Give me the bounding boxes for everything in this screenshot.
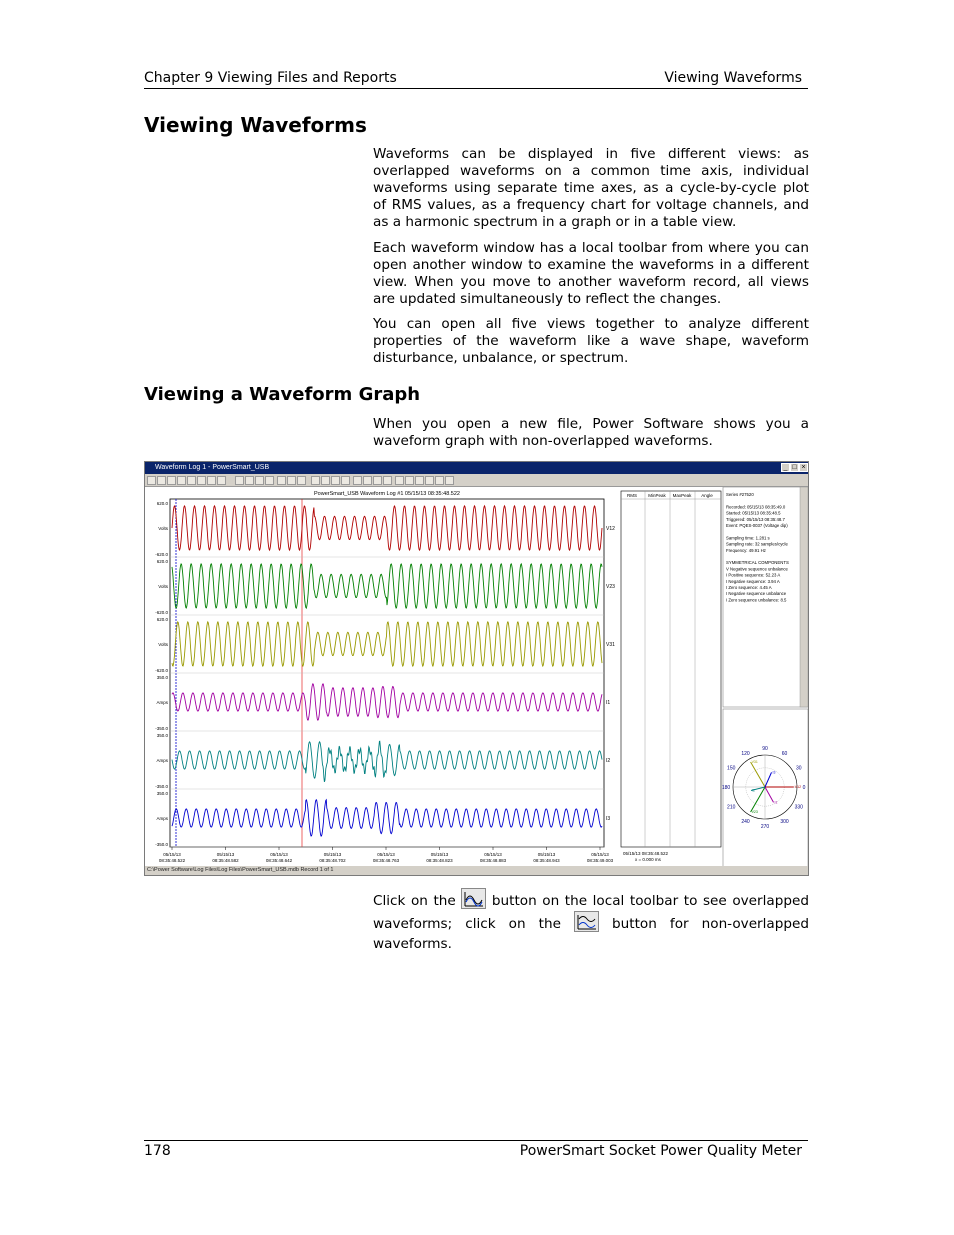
axis-bottom-label: -620.0 — [155, 668, 168, 673]
table-header: Angle — [701, 493, 713, 498]
phasor-angle-label: 330 — [794, 804, 803, 811]
paragraph-overlap-buttons — [373, 888, 809, 954]
toolbar-button[interactable] — [197, 476, 206, 485]
axis-top-label: 350.0 — [156, 791, 168, 796]
info-scrollbar — [800, 487, 808, 707]
axis-unit-label: Volts — [158, 642, 168, 647]
product-name: PowerSmart Socket Power Quality Meter — [519, 1143, 802, 1159]
text-click-on: Click on the — [373, 893, 456, 909]
overlapped-waveforms-icon[interactable] — [461, 888, 486, 909]
phasor-angle-label: 210 — [727, 804, 736, 811]
text-overlapped: button on the local toolbar to see overlapped waveforms; click on the — [373, 893, 809, 932]
axis-unit-label: Amps — [156, 816, 168, 821]
info-line: SYMMETRICAL COMPONENTS — [726, 560, 789, 566]
time-tick-date: 05/15/13 — [377, 852, 395, 857]
toolbar-button[interactable] — [147, 476, 156, 485]
info-line: Triggered: 05/15/13 08:35:48.7 — [726, 516, 785, 522]
toolbar-button[interactable] — [415, 476, 424, 485]
info-line: I Positive sequence: 52.23 A — [726, 572, 781, 578]
chapter-title: Chapter 9 Viewing Files and Reports — [144, 70, 397, 86]
heading-viewing-waveforms: Viewing Waveforms — [144, 113, 367, 137]
minimize-button[interactable]: _ — [781, 463, 790, 472]
window-title: Waveform Log 1 - PowerSmart_USB — [155, 464, 270, 471]
phasor-angle-label: 0 — [802, 785, 806, 791]
phasor-angle-label: 30 — [795, 765, 802, 772]
info-line: I Negative sequence: 3.94 A — [726, 578, 780, 584]
toolbar-button[interactable] — [311, 476, 320, 485]
phasor-vector-label: I3 — [772, 770, 776, 775]
phasor-angle-label: 150 — [727, 765, 736, 772]
table-panel — [621, 491, 721, 847]
plot-title: PowerSmart_USB Waveform Log #1 05/15/13 08:35:48.522 — [314, 491, 460, 497]
phasor-vector-label: V12 — [794, 785, 802, 789]
axis-top-label: 350.0 — [156, 733, 168, 738]
axis-top-label: 620.0 — [156, 501, 168, 506]
axis-unit-label: Amps — [156, 758, 168, 763]
time-tick-date: 05/15/13 — [430, 852, 449, 857]
info-line: Event: PQES-0037 (Voltage dip) — [726, 523, 788, 528]
axis-top-label: 620.0 — [156, 617, 168, 622]
toolbar-button[interactable] — [177, 476, 186, 485]
heading-waveform-graph: Viewing a Waveform Graph — [144, 384, 421, 405]
time-tick-time: 08:35:48.763 — [372, 858, 400, 863]
channel-name: V31 — [606, 642, 615, 648]
time-tick-date: 05/15/13 — [591, 852, 609, 857]
time-tick-date: 05/15/13 — [270, 852, 288, 857]
info-line: I Zero sequence: 4.45 A — [726, 585, 772, 590]
toolbar-button[interactable] — [435, 476, 444, 485]
waveform-plot-area — [145, 487, 808, 876]
phasor-angle-label: 180 — [721, 785, 731, 791]
info-line: Sampling time: 1.281 s — [726, 535, 770, 541]
time-tick-time: 08:35:49.003 — [586, 858, 614, 863]
axis-unit-label: Volts — [158, 584, 168, 589]
text-non-overlapped: button for non-overlapped waveforms. — [373, 916, 810, 952]
info-line: I Negative sequence unbalance — [726, 591, 787, 597]
axis-top-label: 350.0 — [156, 675, 168, 680]
toolbar-button[interactable] — [425, 476, 434, 485]
channel-name: V12 — [606, 526, 615, 532]
toolbar-button[interactable] — [217, 476, 226, 485]
local-toolbar — [145, 474, 808, 487]
axis-top-label: 620.0 — [156, 559, 168, 564]
axis-bottom-label: -350.0 — [155, 726, 168, 731]
table-header: RMS — [627, 493, 637, 498]
time-tick-time: 08:35:48.943 — [533, 858, 560, 863]
toolbar-button[interactable] — [287, 476, 296, 485]
toolbar-button[interactable] — [157, 476, 166, 485]
time-tick-date: 05/15/13 — [484, 852, 502, 857]
toolbar-button[interactable] — [353, 476, 362, 485]
time-tick-date: 05/15/13 — [323, 852, 342, 857]
toolbar-button[interactable] — [245, 476, 254, 485]
time-tick-time: 08:35:48.823 — [426, 858, 453, 863]
toolbar-button[interactable] — [321, 476, 330, 485]
toolbar-button[interactable] — [265, 476, 274, 485]
section-title: Viewing Waveforms — [664, 70, 802, 86]
window-titlebar — [145, 462, 808, 474]
axis-bottom-label: -350.0 — [155, 784, 168, 789]
table-footer-time: 05/15/13 08:35:48.522 — [623, 851, 669, 856]
time-tick-time: 08:35:48.642 — [265, 858, 293, 863]
toolbar-button[interactable] — [235, 476, 244, 485]
phasor-vector-label: V23 — [751, 809, 758, 814]
toolbar-button[interactable] — [207, 476, 216, 485]
phasor-angle-label: 300 — [780, 818, 789, 825]
toolbar-button[interactable] — [341, 476, 350, 485]
axis-bottom-label: -620.0 — [155, 610, 168, 615]
status-bar: C:\Power Software\Log Files\Log Files\PowerSmart_USB.mdb Record 1 of 1 — [145, 866, 808, 875]
time-tick-time: 08:35:48.582 — [212, 858, 239, 863]
axis-unit-label: Volts — [158, 526, 168, 531]
toolbar-button[interactable] — [445, 476, 454, 485]
phasor-angle-label: 270 — [760, 824, 770, 830]
time-tick-date: 05/15/13 — [537, 852, 556, 857]
toolbar-button[interactable] — [277, 476, 286, 485]
toolbar-button[interactable] — [405, 476, 414, 485]
paragraph-views: Waveforms can be displayed in five different views: as overlapped waveforms on a common time axis, individual waveforms using separate time axes, as a cycle-by-cycle plot of RMS values, as a frequency chart for voltage channels, and as a harmonic spectrum in a graph or in a table view. — [373, 146, 809, 230]
channel-name: I1 — [606, 700, 611, 706]
phasor-vector-label: I2 — [752, 788, 755, 793]
waveform-window-screenshot — [144, 461, 809, 876]
info-line: Frequency: 49.91 Hz — [726, 547, 766, 553]
channel-name: I2 — [606, 758, 611, 764]
phasor-angle-label: 120 — [741, 751, 750, 758]
paragraph-toolbar: Each waveform window has a local toolbar from where you can open another window to examine the waveforms in a different view. When you move to another waveform record, all views are updated simultaneously to reflect the changes. — [373, 240, 809, 307]
time-tick-date: 05/15/13 — [163, 852, 181, 857]
phasor-vector-label: I1 — [774, 800, 778, 805]
toolbar-button[interactable] — [395, 476, 404, 485]
paragraph-new-file: When you open a new file, Power Software shows you a waveform graph with non-overlapped waveforms. — [373, 416, 809, 449]
close-button[interactable]: × — [799, 463, 808, 472]
toolbar-button[interactable] — [363, 476, 372, 485]
info-line: Sampling rate: 32 samples/cycle — [726, 541, 788, 547]
toolbar-button[interactable] — [297, 476, 306, 485]
channel-name: V23 — [606, 584, 615, 590]
toolbar-button[interactable] — [373, 476, 382, 485]
info-line: Started: 05/15/13 08:35:48.5 — [726, 510, 781, 516]
phasor-angle-label: 240 — [741, 818, 750, 825]
info-line: Series #27520 — [726, 492, 754, 497]
paragraph-five-views: You can open all five views together to analyze different properties of the waveform like a wave shape, waveform disturbance, unbalance, or spectrum. — [373, 316, 809, 366]
phasor-vector-label: V31 — [751, 760, 758, 765]
non-overlapped-waveforms-icon[interactable] — [574, 911, 599, 932]
table-footer-x: x = 0.000 ms — [635, 857, 661, 862]
toolbar-button[interactable] — [187, 476, 196, 485]
toolbar-button[interactable] — [331, 476, 340, 485]
table-header: MaxPeak — [672, 493, 692, 498]
axis-unit-label: Amps — [156, 700, 168, 705]
phasor-angle-label: 90 — [762, 746, 768, 752]
page-header — [144, 70, 808, 89]
toolbar-button[interactable] — [255, 476, 264, 485]
time-tick-time: 08:35:48.702 — [319, 858, 346, 863]
time-tick-time: 08:35:48.522 — [158, 858, 186, 863]
info-line: V Negative sequence unbalance — [726, 566, 788, 572]
axis-bottom-label: -620.0 — [155, 552, 168, 557]
axis-bottom-label: -350.0 — [155, 842, 168, 847]
toolbar-button[interactable] — [167, 476, 176, 485]
page-number: 178 — [144, 1143, 171, 1159]
table-header: MinPeak — [648, 493, 666, 498]
info-line: Recorded: 05/15/13 08:35:49.0 — [726, 504, 786, 510]
channel-name: I3 — [606, 816, 611, 822]
time-tick-time: 08:35:48.883 — [479, 858, 507, 863]
phasor-angle-label: 60 — [781, 751, 788, 758]
info-line: I Zero sequence unbalance: 8.5 — [726, 597, 787, 603]
time-tick-date: 05/15/13 — [216, 852, 235, 857]
toolbar-button[interactable] — [383, 476, 392, 485]
page-footer — [144, 1140, 808, 1162]
maximize-button[interactable]: □ — [790, 463, 799, 472]
